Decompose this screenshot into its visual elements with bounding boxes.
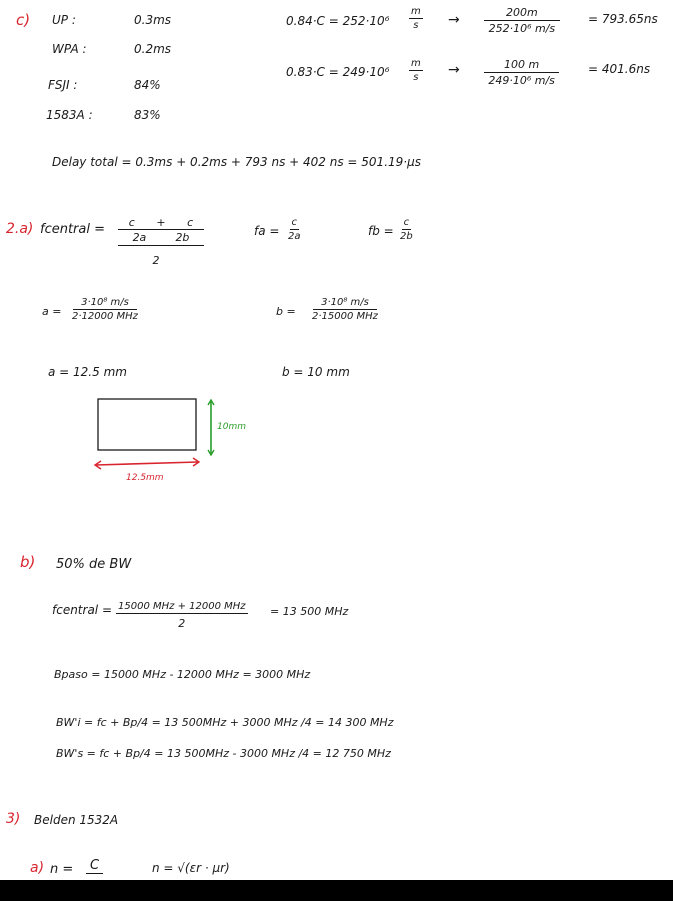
eq2-unit-num: m xyxy=(411,58,421,69)
eq2-unit-den: s xyxy=(413,72,419,83)
fcentral-b-fraction xyxy=(116,601,248,630)
fcentral-num-b: c xyxy=(187,216,194,229)
fb-num: c xyxy=(403,217,410,228)
a-num: 3·10⁸ m/s xyxy=(73,297,137,310)
bw-superior: BW's = fc + Bp/4 = 13 500MHz - 3000 MHz /4 = 12 750 MHz xyxy=(56,747,391,760)
eq1-result: = 793.65ns xyxy=(588,12,658,26)
section-2a-label: 2.a) xyxy=(6,221,34,237)
fcentral-num-a: c xyxy=(128,216,135,229)
a-result: a = 12.5 mm xyxy=(48,365,127,379)
section-c-label: c) xyxy=(16,11,31,29)
fa-lhs: fa = xyxy=(254,224,280,238)
width-dimension-label: 12.5mm xyxy=(126,473,164,483)
row-value: 84% xyxy=(134,78,161,92)
fcentral-plus: + xyxy=(156,216,166,229)
b-lhs: b = xyxy=(276,305,296,318)
b-result: b = 10 mm xyxy=(282,365,350,379)
fcentral-b-result: = 13 500 MHz xyxy=(270,605,349,618)
fcentral-b-den: 2 xyxy=(178,617,186,630)
eq1-lhs: 0.84·C = 252·10⁶ xyxy=(286,14,390,28)
a-den: 2·12000 MHz xyxy=(72,311,138,322)
arrow: → xyxy=(448,12,460,28)
row-label: WPA : xyxy=(52,42,87,56)
arrow: → xyxy=(448,62,460,78)
bottom-bar xyxy=(0,880,673,901)
row-value: 83% xyxy=(134,108,161,122)
eq2-result: = 401.6ns xyxy=(588,62,651,76)
eq1-unit-den: s xyxy=(413,20,419,31)
eq1-frac-den: 252·10⁶ m/s xyxy=(488,22,556,35)
fa-den: 2a xyxy=(288,231,301,242)
height-dimension-label: 10mm xyxy=(217,422,246,432)
fb-den: 2b xyxy=(400,231,413,242)
b-num: 3·10⁸ m/s xyxy=(313,297,377,310)
section-3-title: Belden 1532A xyxy=(34,813,119,827)
fcentral-den-a: 2a xyxy=(132,231,147,244)
fcentral-b-lhs: fcentral = xyxy=(52,603,113,617)
row-label: UP : xyxy=(52,13,76,27)
eq2-frac-den: 249·10⁶ m/s xyxy=(488,74,555,87)
eq-n-lhs: n = xyxy=(50,862,74,877)
row-value: 0.2ms xyxy=(134,42,172,56)
fcentral-den: 2 xyxy=(152,254,160,267)
row-value: 0.3ms xyxy=(134,13,172,27)
delay-total: Delay total = 0.3ms + 0.2ms + 793 ns + 402 ns = 501.19·µs xyxy=(52,155,421,169)
fcentral-lhs: fcentral = xyxy=(40,222,106,237)
waveguide-rectangle xyxy=(98,399,196,450)
width-dimension-line xyxy=(96,462,198,465)
eq1-unit-num: m xyxy=(411,6,421,17)
eq2-lhs: 0.83·C = 249·10⁶ xyxy=(286,65,390,79)
b-den: 2·15000 MHz xyxy=(312,311,378,322)
eq-n-num: C xyxy=(86,858,103,874)
eq2-frac-num: 100 m xyxy=(484,58,559,73)
row-label: FSJI : xyxy=(48,78,78,92)
section-b-label: b) xyxy=(20,553,36,571)
eq-n-sqrt: n = √(εr · µr) xyxy=(152,861,230,875)
section-3a-label: a) xyxy=(30,860,45,876)
a-lhs: a = xyxy=(42,305,62,318)
bpaso: Bpaso = 15000 MHz - 12000 MHz = 3000 MHz xyxy=(54,668,311,681)
row-label: 1583A : xyxy=(46,108,93,122)
fcentral-den-b: 2b xyxy=(175,231,190,244)
fb-lhs: fb = xyxy=(368,224,394,238)
section-3-label: 3) xyxy=(6,811,21,827)
section-b-title: 50% de BW xyxy=(56,557,132,572)
eq1-frac-num: 200m xyxy=(484,6,560,21)
fcentral-b-num: 15000 MHz + 12000 MHz xyxy=(118,601,246,612)
fa-num: c xyxy=(291,217,297,228)
bw-inferior: BW'i = fc + Bp/4 = 13 500MHz + 3000 MHz /4 = 14 300 MHz xyxy=(56,716,394,729)
